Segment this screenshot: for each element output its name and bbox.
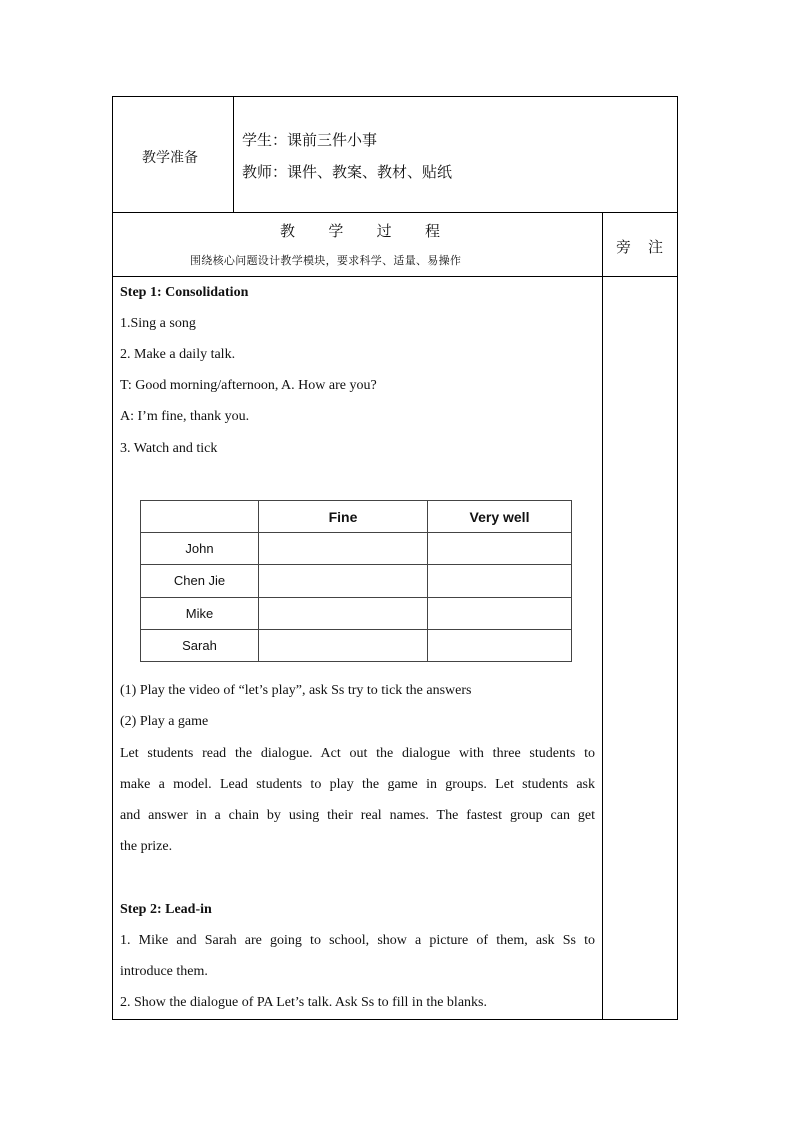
tick-table-header-empty (141, 501, 259, 533)
outer-border-left (112, 96, 113, 1020)
step1-line-5: 3. Watch and tick (120, 441, 218, 456)
table-row (141, 597, 572, 629)
prep-label: 教学准备 (142, 150, 198, 166)
play-video-line: (1) Play the video of “let’s play”, ask Ss try to tick the answers (120, 683, 472, 698)
paragraph-line-3: and answer in a chain by using their real names. The fastest group can get (120, 808, 595, 823)
row-divider-2 (112, 276, 678, 277)
tick-table-header-very-well: Very well (428, 501, 572, 533)
step1-heading: Step 1: Consolidation (120, 285, 249, 300)
process-title (280, 220, 440, 241)
tick-table-header-fine: Fine (259, 501, 428, 533)
side-note-char-2: 注 (647, 238, 663, 256)
process-title-char-2: 学 (328, 222, 344, 240)
prep-student: 学生：课前三件小事 (242, 131, 378, 149)
paragraph-line-1: Let students read the dialogue. Act out the dialogue with three students to (120, 746, 595, 761)
step1-line-3: T: Good morning/afternoon, A. How are you? (120, 378, 377, 393)
tick-cell[interactable] (259, 533, 428, 565)
tick-cell[interactable] (428, 629, 572, 661)
process-title-char-4: 程 (424, 222, 440, 240)
tick-cell[interactable] (428, 533, 572, 565)
process-title-char-1: 教 (280, 222, 296, 240)
table-row (141, 629, 572, 661)
outer-border-top (112, 96, 678, 97)
tick-table-name: Chen Jie (141, 565, 259, 597)
table-row (141, 565, 572, 597)
paragraph-line-2: make a model. Lead students to play the game in groups. Let students ask (120, 777, 595, 792)
table-row (141, 533, 572, 565)
tick-cell[interactable] (428, 597, 572, 629)
tick-table-name: John (141, 533, 259, 565)
step2-heading: Step 2: Lead-in (120, 902, 212, 917)
tick-table-name: Mike (141, 597, 259, 629)
process-subtitle: 围绕核心问题设计教学模块，要求科学、适量、易操作 (190, 254, 462, 267)
row-divider-1 (112, 212, 678, 213)
step2-line-1-end: introduce them. (120, 964, 208, 979)
watch-and-tick-table (140, 500, 572, 662)
prep-divider (233, 96, 234, 212)
tick-cell[interactable] (259, 565, 428, 597)
prep-teacher: 教师：课件、教案、教材、贴纸 (242, 163, 453, 181)
tick-cell[interactable] (428, 565, 572, 597)
paragraph-line-4: the prize. (120, 839, 173, 854)
side-note-char-1: 旁 (616, 238, 632, 256)
side-note-header (616, 236, 663, 257)
tick-table-header-row (141, 501, 572, 533)
step1-line-2: 2. Make a daily talk. (120, 347, 236, 362)
play-game-line: (2) Play a game (120, 714, 209, 729)
outer-border-bottom (112, 1019, 678, 1020)
outer-border-right (677, 96, 678, 1020)
step1-line-1: 1.Sing a song (120, 316, 196, 331)
process-title-char-3: 过 (376, 222, 392, 240)
step2-line-1: 1. Mike and Sarah are going to school, show a picture of them, ask Ss to (120, 933, 595, 948)
tick-cell[interactable] (259, 629, 428, 661)
tick-cell[interactable] (259, 597, 428, 629)
step1-line-4: A: I’m fine, thank you. (120, 409, 250, 424)
side-column-divider (602, 212, 603, 1020)
step2-line-2: 2. Show the dialogue of PA Let’s talk. Ask Ss to fill in the blanks. (120, 995, 487, 1010)
tick-table-name: Sarah (141, 629, 259, 661)
